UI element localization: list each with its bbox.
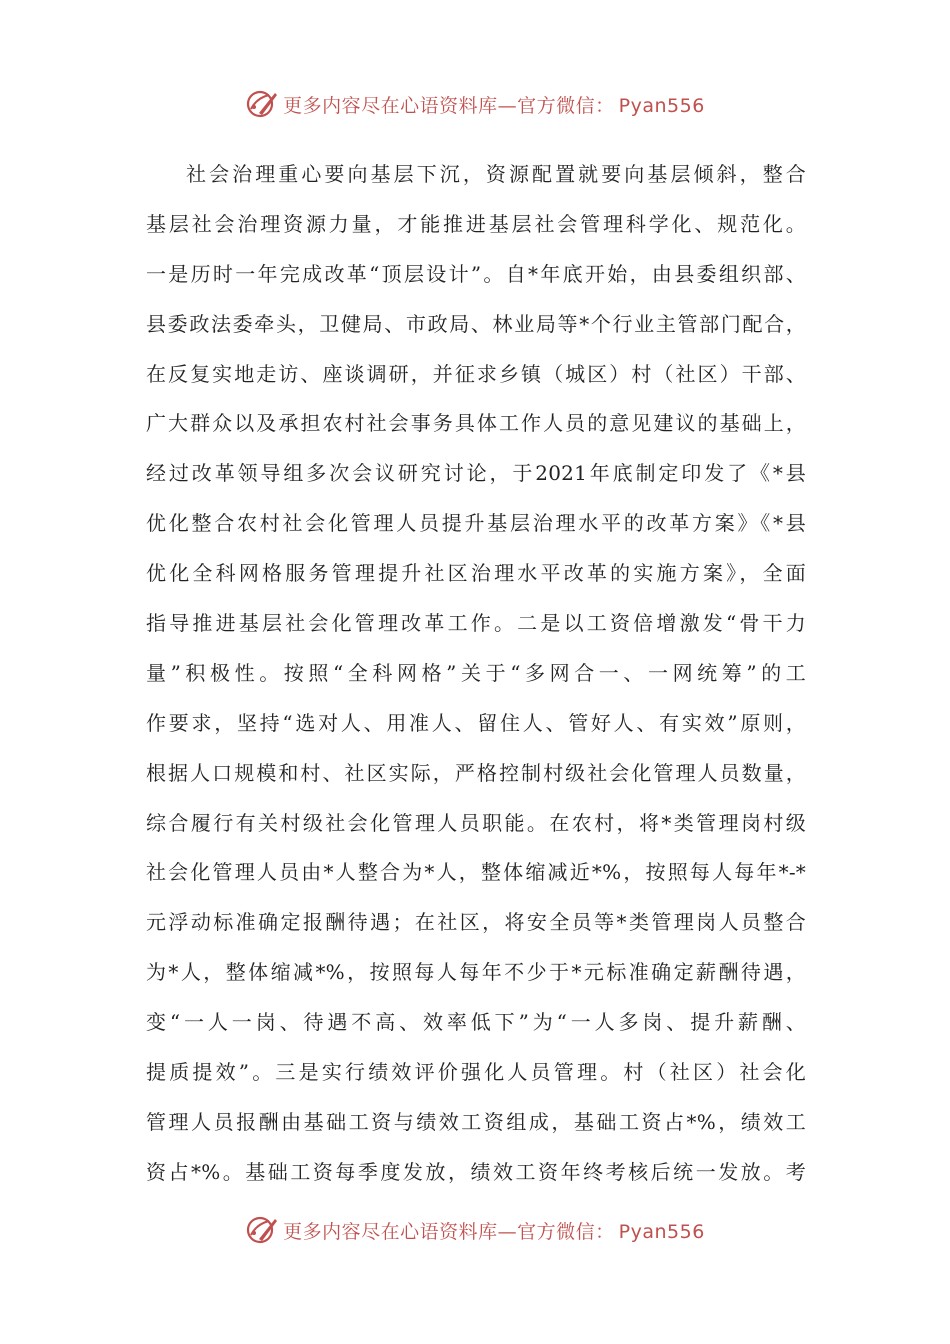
- header-banner-handle: Pyan556: [618, 94, 705, 117]
- text-line: 广大群众以及承担农村社会事务具体工作人员的意见建议的基础上，: [146, 411, 806, 436]
- text-line: 优化全科网格服务管理提升社区治理水平改革的实施方案》，全面: [146, 561, 806, 586]
- text-line: 县委政法委牵头，卫健局、市政局、林业局等*个行业主管部门配合，: [146, 311, 806, 336]
- document-body: [146, 150, 806, 1198]
- text-line: 量”积极性。按照“全科网格”关于“多网合一、一网统筹”的工: [146, 660, 806, 685]
- header-banner-text: 更多内容尽在心语资料库—官方微信： Pyan556: [283, 94, 705, 117]
- text-line: 根据人口规模和村、社区实际，严格控制村级社会化管理人员数量，: [146, 760, 806, 785]
- text-line: 作要求，坚持“选对人、用准人、留住人、管好人、有实效”原则，: [146, 710, 806, 735]
- text-line: 资占*%。基础工资每季度发放，绩效工资年终考核后统一发放。考: [146, 1159, 806, 1184]
- text-line: 社会治理重心要向基层下沉，资源配置就要向基层倾斜，整合: [186, 162, 806, 186]
- footer-banner: [0, 1210, 950, 1250]
- footer-banner-text: 更多内容尽在心语资料库—官方微信： Pyan556: [283, 1220, 705, 1243]
- header-banner: [0, 84, 950, 124]
- text-line: 基层社会治理资源力量，才能推进基层社会管理科学化、规范化。: [146, 211, 806, 236]
- text-line: 元浮动标准确定报酬待遇；在社区，将安全员等*类管理岗人员整合: [146, 910, 806, 935]
- pen-nib-logo-icon: [245, 1213, 279, 1247]
- text-line: 提质提效”。三是实行绩效评价强化人员管理。村（社区）社会化: [146, 1060, 806, 1085]
- footer-banner-handle: Pyan556: [618, 1220, 705, 1243]
- text-line: 经过改革领导组多次会议研究讨论，于2021年底制定印发了《*县: [146, 461, 806, 486]
- text-line: 社会化管理人员由*人整合为*人，整体缩减近*%，按照每人每年*-*: [146, 860, 806, 885]
- text-line: 一是历时一年完成改革“顶层设计”。自*年底开始，由县委组织部、: [146, 261, 806, 286]
- text-line: 为*人，整体缩减*%，按照每人每年不少于*元标准确定薪酬待遇，: [146, 960, 806, 985]
- text-line: 管理人员报酬由基础工资与绩效工资组成，基础工资占*%，绩效工: [146, 1109, 806, 1134]
- text-line: 指导推进基层社会化管理改革工作。二是以工资倍增激发“骨干力: [146, 611, 806, 636]
- pen-nib-logo-icon: [245, 87, 279, 121]
- text-line: 变“一人一岗、待遇不高、效率低下”为“一人多岗、提升薪酬、: [146, 1010, 806, 1035]
- text-line: 综合履行有关村级社会化管理人员职能。在农村，将*类管理岗村级: [146, 810, 806, 835]
- text-line: 在反复实地走访、座谈调研，并征求乡镇（城区）村（社区）干部、: [146, 361, 806, 386]
- text-line: 优化整合农村社会化管理人员提升基层治理水平的改革方案》《*县: [146, 511, 806, 536]
